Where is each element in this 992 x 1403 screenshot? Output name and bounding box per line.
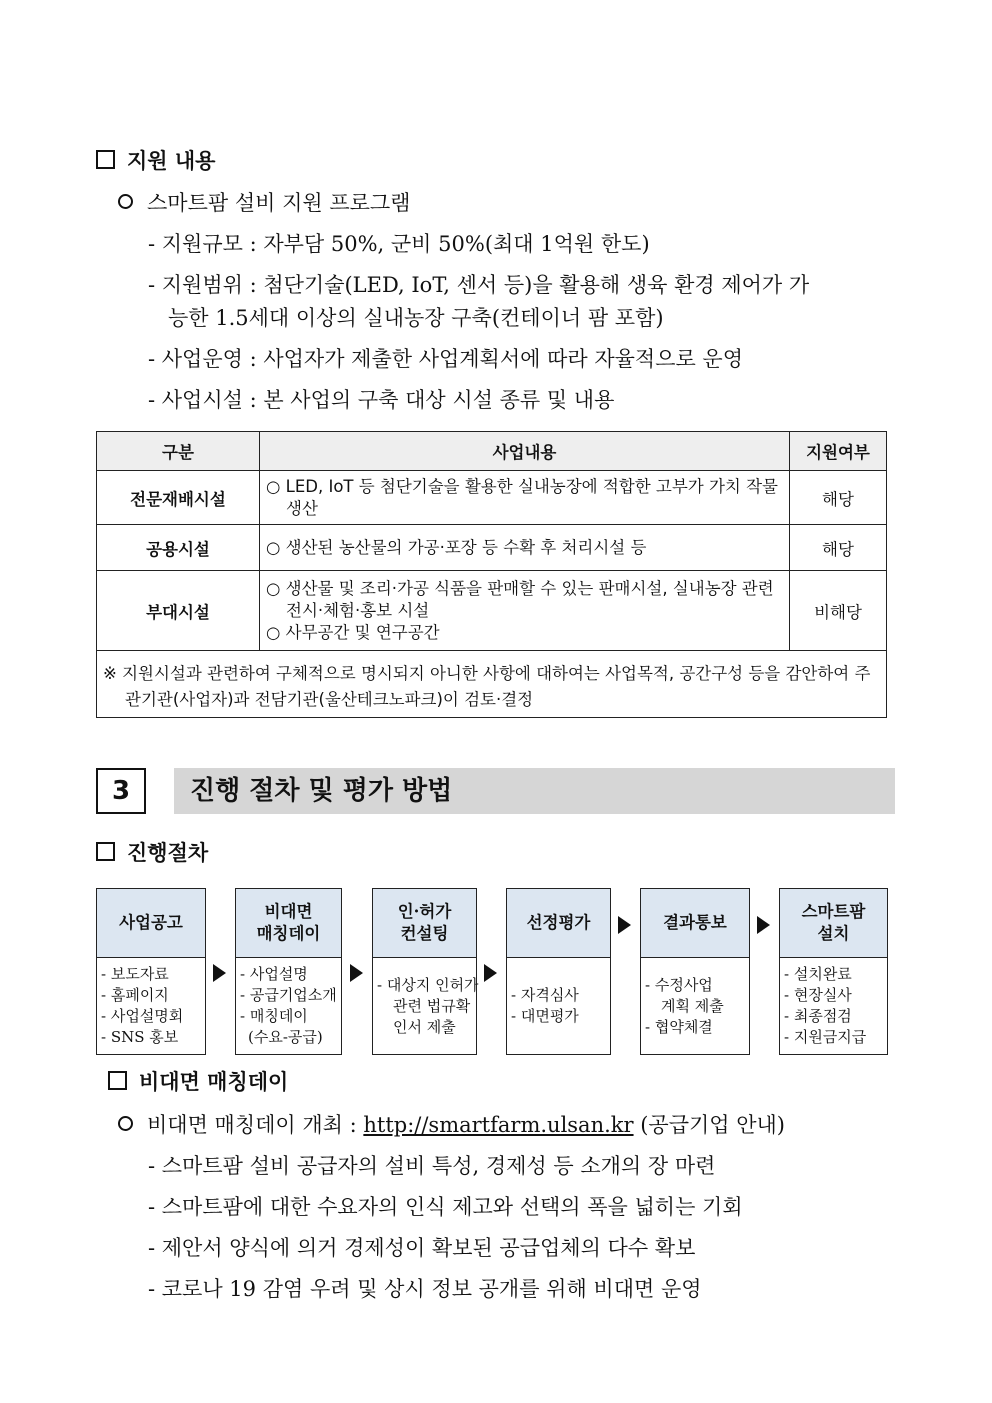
arrow-right-icon [618, 916, 631, 934]
circle-bullet-icon [118, 194, 133, 209]
step-title: 사업공고 [119, 913, 183, 932]
facility-status: 해당 [790, 525, 887, 571]
matching-event [118, 1111, 785, 1139]
table-row [97, 571, 887, 651]
process-step-title [640, 888, 750, 958]
matching-event-label: 비대면 매칭데이 개최 : [147, 1113, 364, 1137]
process-step-title [779, 888, 888, 958]
process-step-details [779, 958, 888, 1055]
facility-status: 해당 [790, 471, 887, 525]
table-header: 사업내용 [260, 432, 790, 471]
step-title: 매칭데이 [256, 924, 321, 943]
process-heading: 진행절차 [96, 839, 208, 867]
step-detail: - 최종점검 [784, 1007, 852, 1025]
support-item: - 사업운영 : 사업자가 제출한 사업계획서에 따라 자율적으로 운영 [148, 347, 744, 371]
support-heading: 지원 내용 [96, 147, 215, 175]
step-title: 선정평가 [526, 913, 591, 932]
step-title: 스마트팜 [801, 902, 866, 921]
facility-line: ○ 사무공간 및 연구공간 [266, 622, 440, 642]
process-step-title [506, 888, 611, 958]
checkbox-square-icon [108, 1071, 127, 1090]
table-row [97, 471, 887, 525]
step-detail: - 매칭데이 [240, 1007, 308, 1025]
arrow-right-icon [484, 964, 497, 982]
smartfarm-link[interactable]: http://smartfarm.ulsan.kr [363, 1113, 634, 1137]
process-step-details [372, 958, 477, 1055]
section-title: 진행 절차 및 평가 방법 [190, 776, 453, 806]
step-detail: - 지원금지급 [784, 1028, 867, 1046]
step-title: 인·허가 [397, 902, 452, 921]
facility-table [96, 431, 887, 718]
matching-event-suffix: (공급기업 안내) [633, 1113, 785, 1137]
matching-item: - 스마트팜 설비 공급자의 설비 특성, 경제성 등 소개의 장 마련 [148, 1154, 716, 1178]
process-step-details [96, 958, 206, 1055]
matching-heading: 비대면 매칭데이 [108, 1068, 288, 1096]
step-detail: - 보도자료 [101, 965, 169, 983]
support-program: 스마트팜 설비 지원 프로그램 [118, 189, 410, 217]
support-item: - 사업시설 : 본 사업의 구축 대상 시설 종류 및 내용 [148, 388, 615, 412]
facility-name: 전문재배시설 [97, 471, 260, 525]
facility-line: ○ 생산된 농산물의 가공·포장 등 수확 후 처리시설 등 [266, 537, 647, 557]
arrow-right-icon [213, 964, 226, 982]
matching-item: - 스마트팜에 대한 수요자의 인식 제고와 선택의 폭을 넓히는 기회 [148, 1195, 743, 1219]
process-step-title [372, 888, 477, 958]
section-number: 3 [96, 768, 146, 814]
step-detail: - 수정사업 [645, 975, 713, 994]
step-detail: - 대상지 인허가 [377, 975, 479, 994]
step-title: 비대면 [264, 902, 313, 921]
facility-status: 비해당 [790, 571, 887, 651]
circle-bullet-icon [118, 1116, 133, 1131]
step-detail: 계획 제출 [661, 996, 724, 1015]
process-step-title [96, 888, 206, 958]
arrow-right-icon [757, 916, 770, 934]
table-note-row [97, 651, 887, 718]
step-title: 결과통보 [663, 913, 727, 932]
process-step-details [640, 958, 750, 1055]
support-item: - 지원규모 : 자부담 50%, 군비 50%(최대 1억원 한도) [148, 232, 650, 256]
facility-content [260, 525, 790, 571]
step-detail: - 협약체결 [645, 1017, 713, 1036]
checkbox-square-icon [96, 150, 115, 169]
step-detail: - 사업설명 [240, 965, 308, 983]
step-detail: - 현장실사 [784, 986, 852, 1004]
process-step-title [235, 888, 342, 958]
support-item: - 지원범위 : 첨단기술(LED, IoT, 센서 등)을 활용해 생육 환경 제어가 가 [148, 273, 810, 297]
table-header: 지원여부 [790, 432, 887, 471]
step-detail: - 자격심사 [511, 986, 579, 1004]
arrow-right-icon [350, 964, 363, 982]
step-detail: - 대면평가 [511, 1007, 579, 1025]
matching-item: - 코로나 19 감염 우려 및 상시 정보 공개를 위해 비대면 운영 [148, 1277, 702, 1301]
process-step-details [235, 958, 342, 1055]
step-title: 컨설팅 [400, 924, 449, 943]
support-item-continued: 능한 1.5세대 이상의 실내농장 구축(컨테이너 팜 포함) [168, 306, 664, 330]
step-detail: (수요-공급) [248, 1028, 323, 1046]
facility-name: 부대시설 [97, 571, 260, 651]
step-detail: 인서 제출 [393, 1017, 456, 1036]
facility-line: ○ LED, IoT 등 첨단기술을 활용한 실내농장에 적합한 고부가 가치 작물 생산 [266, 476, 778, 518]
facility-content [260, 571, 790, 651]
matching-item: - 제안서 양식에 의거 경제성이 확보된 공급업체의 다수 확보 [148, 1236, 696, 1260]
step-detail: - 공급기업소개 [240, 986, 337, 1004]
table-header-row [97, 432, 887, 471]
facility-content [260, 471, 790, 525]
table-row [97, 525, 887, 571]
checkbox-square-icon [96, 842, 115, 861]
step-title: 설치 [817, 924, 850, 943]
step-detail: - 홈페이지 [101, 986, 169, 1004]
process-step-details [506, 958, 611, 1055]
step-detail: - 설치완료 [784, 965, 852, 983]
facility-name: 공용시설 [97, 525, 260, 571]
step-detail: - SNS 홍보 [101, 1028, 179, 1046]
facility-line: ○ 생산물 및 조리·가공 식품을 판매할 수 있는 판매시설, 실내농장 관련 전시·체험·홍보 시설 [266, 578, 774, 620]
table-note: ※ 지원시설과 관련하여 구체적으로 명시되지 아니한 사항에 대하여는 사업목적, 공간구성 등을 감안하여 주관기관(사업자)과 전담기관(울산테크노파크)이 검토·결정 [97, 651, 887, 718]
step-detail: - 사업설명회 [101, 1007, 184, 1025]
step-detail: 관련 법규확 [393, 996, 471, 1015]
table-header: 구분 [97, 432, 260, 471]
